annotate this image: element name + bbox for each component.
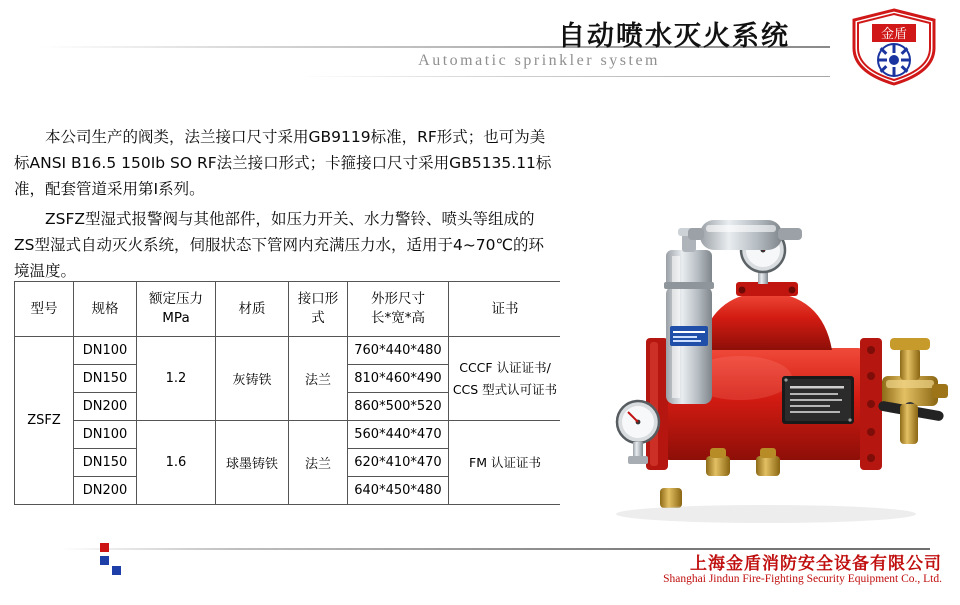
- cell-connection: 法兰: [289, 337, 348, 421]
- cell-spec: DN200: [74, 477, 137, 505]
- th-connection-line1: 接口形: [297, 291, 339, 307]
- cell-material: 球墨铸铁: [216, 421, 289, 505]
- cell-spec: DN200: [74, 393, 137, 421]
- th-pressure: [137, 282, 216, 337]
- table-row: [15, 337, 562, 365]
- retard-chamber: [664, 228, 714, 404]
- table-header-row: [15, 282, 562, 337]
- header-divider-bottom: [300, 76, 830, 77]
- specification-table: [14, 281, 562, 505]
- cell-pressure: 1.2: [137, 337, 216, 421]
- th-model: 型号: [15, 282, 74, 337]
- th-pressure-line2: MPa: [162, 310, 190, 326]
- th-connection-line2: 式: [311, 310, 325, 326]
- cell-certificate: [449, 337, 562, 421]
- cell-spec: DN150: [74, 365, 137, 393]
- th-dimension-line1: 外形尺寸: [371, 291, 425, 307]
- cell-connection: 法兰: [289, 421, 348, 505]
- cell-spec: DN100: [74, 337, 137, 365]
- cell-certificate: FM 认证证书: [449, 421, 562, 505]
- cell-dimension: 860*500*520: [348, 393, 449, 421]
- th-spec: 规格: [74, 282, 137, 337]
- cell-dimension: 560*440*470: [348, 421, 449, 449]
- paragraph-1: 本公司生产的阀类，法兰接口尺寸采用GB9119标准，RF形式；也可为美标ANSI B16.5 150Ib SO RF法兰接口形式；卡箍接口尺寸采用GB5135.11标准，配套管道采用第Ⅰ系列。: [14, 128, 552, 198]
- cell-dimension: 760*440*480: [348, 337, 449, 365]
- company-logo: [848, 8, 940, 86]
- th-dimension: [348, 282, 449, 337]
- valve-nameplate: [782, 376, 854, 424]
- footer-company-en: Shanghai Jindun Fire-Fighting Security Equipment Co., Ltd.: [663, 573, 942, 585]
- th-material: 材质: [216, 282, 289, 337]
- page-header: [0, 0, 960, 92]
- page-title-cn: 自动喷水灭火系统: [558, 21, 790, 51]
- cert-line-2: CCS 型式认可证书: [452, 381, 558, 397]
- footer-square-blue-1: [100, 556, 109, 565]
- footer-company-cn: 上海金盾消防安全设备有限公司: [690, 554, 942, 573]
- table-row: [15, 421, 562, 449]
- th-connection: [289, 282, 348, 337]
- footer-square-red: [100, 543, 109, 552]
- cell-spec: DN150: [74, 449, 137, 477]
- cell-dimension: 810*460*490: [348, 365, 449, 393]
- footer-square-blue-2: [112, 566, 121, 575]
- intro-text-block: [14, 124, 554, 288]
- product-photo: [560, 198, 952, 528]
- cell-pressure: 1.6: [137, 421, 216, 505]
- paragraph-2: ZSFZ型湿式报警阀与其他部件，如压力开关、水力警铃、喷头等组成的ZS型湿式自动灭火系统，伺服状态下管网内充满压力水，适用于4~70℃的环境温度。: [14, 210, 544, 280]
- product-photo-illustration: [560, 198, 952, 528]
- page-title-en: Automatic sprinkler system: [418, 52, 660, 69]
- th-pressure-line1: 额定压力: [149, 291, 203, 307]
- cell-model: ZSFZ: [15, 337, 74, 505]
- cell-dimension: 620*410*470: [348, 449, 449, 477]
- cell-dimension: 640*450*480: [348, 477, 449, 505]
- svg-text:金盾: 金盾: [880, 27, 908, 42]
- th-dimension-line2: 长*宽*高: [371, 310, 425, 326]
- cell-material: 灰铸铁: [216, 337, 289, 421]
- cert-line-1: CCCF 认证证书/: [459, 359, 551, 375]
- cell-spec: DN100: [74, 421, 137, 449]
- th-certificate: 证书: [449, 282, 562, 337]
